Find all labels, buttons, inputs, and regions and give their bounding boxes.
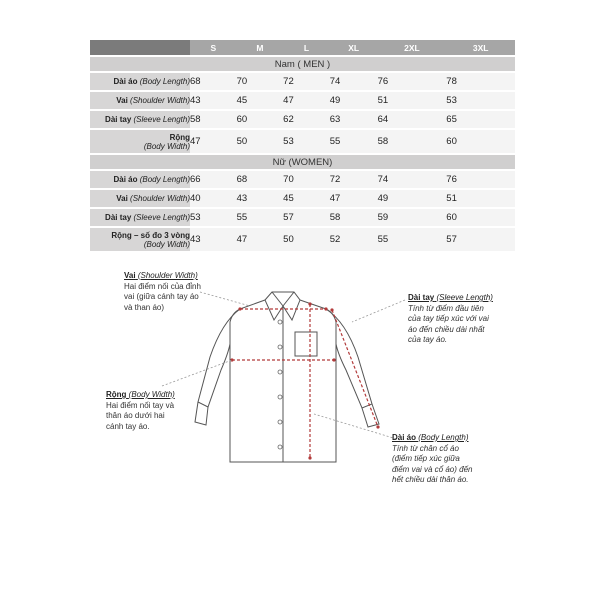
measurement-cell: 68 [237,171,284,188]
measurement-cell: 65 [446,111,515,128]
row-sublabel: (Shoulder Width) [130,96,190,105]
measurement-cell: 60 [446,130,515,153]
section-header-row [90,57,515,71]
length-subtitle: (Body Length) [418,433,469,442]
row-sublabel: (Body Width) [143,239,190,249]
right-sleeve-outline [326,309,372,408]
measurement-cell: 52 [330,228,378,251]
measurement-cell: 60 [446,209,515,226]
measurement-cell: 47 [237,228,284,251]
table-row [90,73,515,90]
row-sublabel: (Sleeve Length) [133,115,190,124]
shoulder-annotation [124,271,201,313]
measurement-cell: 51 [446,190,515,207]
sleeve-annotation [408,293,493,346]
measure-endpoints [230,302,379,459]
row-label: Vai [116,194,128,203]
annotation-line: thân áo dưới hai [106,411,165,420]
measurement-cell: 70 [283,171,330,188]
measurement-cell: 66 [190,171,237,188]
measurement-cell: 55 [330,130,378,153]
shirt-measurement-diagram [100,262,540,502]
measurement-cell: 43 [237,190,284,207]
size-header: M [237,40,284,55]
measurement-cell: 70 [237,73,284,90]
annotation-line: Tính từ điểm đầu tiên [408,303,484,313]
row-label-cell [90,190,190,207]
measurement-cell: 50 [283,228,330,251]
size-chart-table [90,38,515,253]
row-label: Rộng – số đo 3 vòng [111,230,190,240]
annotation-line: điểm vai và cổ áo) đến [392,464,473,474]
measurement-cell: 57 [446,228,515,251]
annotation-line: áo đến chiều dài nhất [408,324,485,334]
row-label: Dài áo [113,175,138,184]
row-label-cell [90,92,190,109]
annotation-line: cánh tay áo. [106,421,150,431]
measurement-cell: 62 [283,111,330,128]
shirt-buttons [278,320,282,449]
measurement-cell: 50 [237,130,284,153]
row-label: Dài tay [105,213,132,222]
measurement-cell: 72 [330,171,378,188]
measurement-cell: 72 [283,73,330,90]
row-label: Rộng [169,132,190,142]
table-row [90,111,515,128]
size-header: L [283,40,330,55]
size-header: 3XL [446,40,515,55]
measurement-cell: 76 [378,73,447,90]
measurement-cell: 63 [330,111,378,128]
sleeve-subtitle: (Sleeve Length) [436,293,493,302]
left-sleeve-outline [198,309,240,407]
size-table-body [90,57,515,251]
measurement-cell: 47 [330,190,378,207]
table-row [90,92,515,109]
measurement-cell: 43 [190,228,237,251]
measurement-cell: 58 [330,209,378,226]
length-leader [314,414,400,440]
measurement-cell: 59 [378,209,447,226]
measurement-cell: 64 [378,111,447,128]
header-corner [90,40,190,55]
measurement-cell: 74 [378,171,447,188]
measurement-cell: 45 [283,190,330,207]
row-sublabel: (Body Length) [139,175,190,184]
row-label-cell [90,73,190,90]
annotation-line: Hai điểm nối tay và [106,400,175,410]
measurement-cell: 49 [378,190,447,207]
section-header-row [90,155,515,169]
annotation-line: (điểm tiếp xúc giữa [392,454,460,463]
row-label-cell [90,130,190,153]
sleeve-title: Dài tay [408,293,435,302]
section-title: Nam ( MEN ) [90,57,515,71]
table-row [90,228,515,251]
measurement-cell: 74 [330,73,378,90]
measurement-cell: 47 [190,130,237,153]
measurement-cell: 60 [237,111,284,128]
measurement-cell: 49 [330,92,378,109]
table-row [90,130,515,153]
size-header-row [90,40,515,55]
shoulder-leader [200,292,250,306]
row-label-cell [90,111,190,128]
measurement-cell: 78 [446,73,515,90]
shoulder-subtitle: (Shoulder Width) [137,271,198,280]
measurement-cell: 55 [237,209,284,226]
measurement-cell: 55 [378,228,447,251]
table-row [90,171,515,188]
annotation-line: và than áo) [124,302,165,312]
measurement-cell: 58 [378,130,447,153]
table-row [90,190,515,207]
row-label: Dài áo [113,77,138,86]
row-label: Dài tay [105,115,132,124]
measurement-cell: 53 [446,92,515,109]
row-label-cell [90,171,190,188]
row-sublabel: (Body Width) [143,141,190,151]
measurement-cell: 43 [190,92,237,109]
row-label-cell [90,228,190,251]
annotation-line: của tay tiếp xúc với vai [408,314,489,323]
width-leader [162,360,232,386]
row-sublabel: (Body Length) [139,77,190,86]
size-header: XL [330,40,378,55]
measurement-cell: 58 [190,111,237,128]
table-row [90,209,515,226]
measurement-cell: 53 [283,130,330,153]
width-annotation [106,390,175,432]
length-annotation [392,433,473,486]
shoulder-title: Vai [124,271,136,280]
row-sublabel: (Sleeve Length) [133,213,190,222]
size-header: 2XL [378,40,447,55]
measurement-cell: 68 [190,73,237,90]
measurement-cell: 57 [283,209,330,226]
measurement-cell: 47 [283,92,330,109]
annotation-line: Hai điểm nối của đỉnh [124,281,201,291]
row-label: Vai [116,96,128,105]
row-sublabel: (Shoulder Width) [130,194,190,203]
row-label-cell [90,209,190,226]
annotation-line: của tay áo. [408,335,448,344]
chest-pocket [295,332,317,356]
annotation-line: Tính từ chân cổ áo [392,443,459,453]
measurement-cell: 40 [190,190,237,207]
width-title: Rộng [106,390,127,399]
measurement-cell: 51 [378,92,447,109]
sleeve-measure-line [332,310,378,427]
measurement-cell: 76 [446,171,515,188]
left-cuff [195,402,208,425]
size-header: S [190,40,237,55]
annotation-line: hết chiều dài thân áo. [392,475,469,484]
length-title: Dài áo [392,433,417,442]
annotation-line: vai (giữa cánh tay áo [124,292,199,301]
measurement-cell: 45 [237,92,284,109]
measurement-cell: 53 [190,209,237,226]
section-title: Nữ (WOMEN) [90,155,515,169]
width-subtitle: (Body Width) [128,390,175,399]
sleeve-leader [352,300,405,322]
